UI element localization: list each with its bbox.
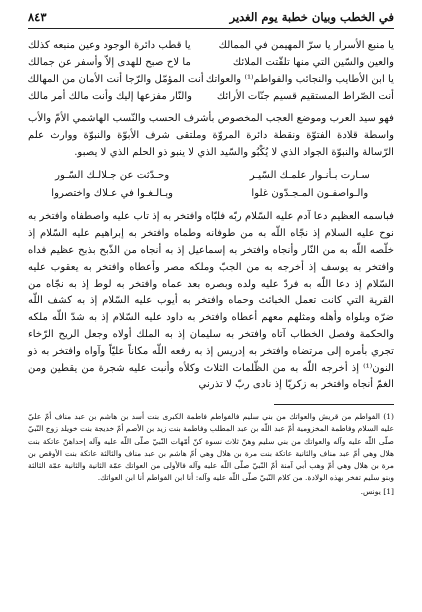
header-title: في الخطب وبيان خطبة يوم الغدير xyxy=(229,10,394,24)
footnote-1: (1) الفواطم من قريش والعواتك من بني سليم فالفواطم فاطمة الكبرى بنت أسد بن هاشم بن عبد مناف أمّ عليّ عليه السلام وفاطمة المخزومية أمّ عبد اللّه بن عبد المطلب وفاطمة بنت زيد بن الأصم أمّ خديجة بنت خويلد زوج النّبيّ صلّى اللّه عليه وآله والعواتك من بني سليم وهنّ ثلاث نسوة كنّ أمّهات النّبيّ صلّى اللّه عليه وآله إحداهنّ عاتكة بنت هلال وهي أمّ عبد مناف والثانية عاتكة بنت مرة بن هلال وهي أمّ هاشم بن عبد مناف والثالثة عاتكة بنت الأوقص بن مرة بن هلال وهي أمّ وهب أبي آمنة أمّ النّبيّ صلّى اللّه عليه وآله فالأولى من العواتك عمّة الثانية والثانية عمّة الثالثة وبنو سليم تفخر بهذه الولادة. من كلام النّبيّ صلّى اللّه عليه وآله: أنا ابن الفواطم أنا ابن العواتك. xyxy=(28,412,394,483)
couplet-hemistich-right: والـواصفـون المـجـدّون غلوا xyxy=(251,188,369,200)
poem-hemistich-right: والعين والسّين التي منها تلقّتت الملائك xyxy=(232,57,394,68)
footnote-rule xyxy=(274,404,394,405)
poem-line xyxy=(28,37,394,54)
poem-hemistich-right: يا ابن الأطايب والنجائب والفواطم⁽¹⁾ والعواتك xyxy=(205,74,394,85)
poem-top xyxy=(28,37,394,105)
footnote-2: [1] يونس. xyxy=(360,487,394,497)
couplet-hemistich-right: سـارت بـأنـوار علمـك السّيـر xyxy=(249,170,370,182)
couplet-hemistich-left: وبـالـغـوا في عـلاك واختصروا xyxy=(51,188,174,200)
paragraph-1: فهو سيد العرب وموضع العجب المخصوص بأشرف الحسب والنّسب الهاشمي الأمّ والأب واسطة قلادة الفتوّة ونقطة دائرة المروّة وملتقى شرف الأبوّة والنبوّة ووارث علم الرّسالة والنبوّة الجواد الذي لا يُكْبُو والسّيد الذي لا ينبو ذو الحلم الذي لا يصبو. xyxy=(28,113,394,158)
poem-hemistich-left: يا قطب دائرة الوجود وعين منبعه كذلك xyxy=(28,40,191,51)
poem-line xyxy=(28,88,394,105)
poem-line xyxy=(28,54,394,71)
running-header xyxy=(28,10,394,26)
poem-hemistich-left: ما لاح صبح للهدى إلاّ وأسفر عن جمالك xyxy=(28,57,191,68)
page-number: ٨٤٣ xyxy=(28,10,47,24)
poem-couplets xyxy=(28,167,394,203)
couplet-line xyxy=(28,185,394,203)
poem-line xyxy=(28,71,394,88)
poem-hemistich-right: أنت الصّراط المستقيم قسيم جنّات الأرائك xyxy=(216,91,394,102)
couplet-line xyxy=(28,167,394,185)
paragraph-2: فباسمه العظيم دعا آدم عليه السّلام ربّه فلبّاه وافتخر به إذ تاب عليه واصطفاه وافتخر به نوح عليه السلام إذ نجّاه اللّه به من طوفانه وطماه وافتخر به إبراهيم عليه السّلام إذ خلّصه اللّه به من النّار وأنجاه وافتخر به إسماعيل إذ به أنجاه من الذّبح بذبح عظيم فداه وافتخر به يوسف إذ أخرجه به من الجبّ وملكه مصر وأعطاه وافتخر به يعقوب عليه السّلام إذ دعا اللّه به فردّ عليه ولده وبصره بعد عماه وافتخر به لوط إذ به نجّاه من القرية التي كانت تعمل الخبائث وحماه وافتخر به أيوب عليه السّلام إذ به كشف اللّه ضرّه وبلواه وأهله ومثلهم معهم أعطاه وافتخر به داود عليه السّلام إذ به شدّ اللّه ملكه والحكمة وفصل الخطاب آتاه وافتخر به سليمان إذ به الملك أولاه وجعل الريح الرّخاء تجري بأمره إلى مرتضاه وافتخر به إدريس إذ به رفعه اللّه مكاناً عليّاً وآواه وافتخر به ذو النون⁽¹⁾ إذ أخرجه اللّه به من الظّلمات الثلاث وكلأه وأنبت عليه شجرة من يقطين ومن الغمّ أنجاه وافتخر به زكريّا إذ نادى ربّ لا تذرني xyxy=(28,211,394,391)
poem-hemistich-left: أنت المؤمّل والرّجا أنت الأمان من المهالك xyxy=(27,74,204,85)
poem-hemistich-right: يا منبع الأسرار يا سرّ المهيمن في الممالك xyxy=(218,40,394,51)
couplet-hemistich-left: وحـدّثت عن جـلالـك السّـور xyxy=(55,170,170,182)
header-rule xyxy=(28,28,394,29)
poem-hemistich-left: والنّار مفزعها إليك وأنت مالك أمر مالك xyxy=(28,91,193,102)
